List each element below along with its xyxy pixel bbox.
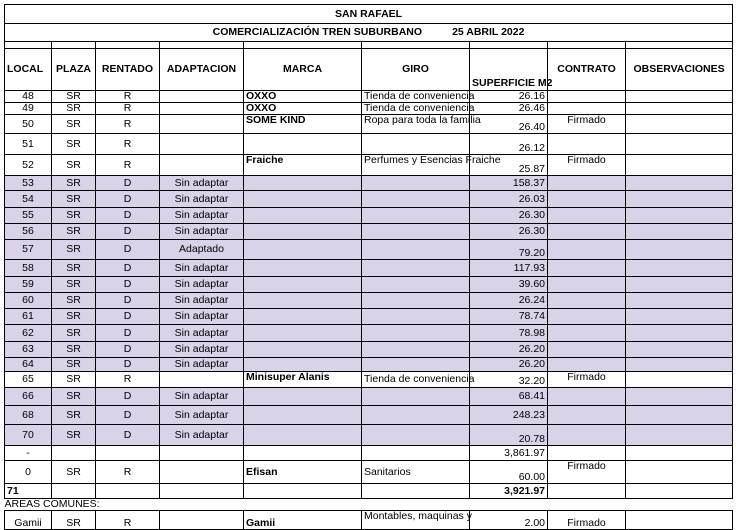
cell-marca: Gamii: [244, 511, 362, 530]
cell-superficie: 158.37: [470, 176, 548, 191]
cell-giro: [362, 208, 470, 224]
cell-empty: [362, 484, 470, 499]
cell-local: Gamii: [5, 511, 52, 530]
cell-marca: [244, 406, 362, 425]
cell-marca: [244, 293, 362, 309]
cell-plaza: SR: [52, 260, 96, 277]
cell-contrato: [548, 342, 626, 358]
cell-adaptacion: Sin adaptar: [160, 425, 244, 446]
cell-observaciones: [626, 325, 733, 342]
table-row: [5, 309, 733, 325]
cell-giro: Sanitarios: [362, 461, 470, 484]
header-observaciones: OBSERVACIONES: [626, 49, 733, 91]
areas-comunes-row: [5, 499, 733, 511]
cell-local: 55: [5, 208, 52, 224]
cell-adaptacion: Sin adaptar: [160, 208, 244, 224]
cell-observaciones: [626, 103, 733, 115]
cell-observaciones: [626, 155, 733, 176]
cell-marca: [244, 342, 362, 358]
header-giro: GIRO: [362, 49, 470, 91]
cell-giro: [362, 388, 470, 406]
cell-empty: [96, 446, 160, 461]
cell-giro: [362, 342, 470, 358]
header-contrato: CONTRATO: [548, 49, 626, 91]
cell-plaza: SR: [52, 388, 96, 406]
cell-rentado: D: [96, 277, 160, 293]
cell-marca: OXXO: [244, 91, 362, 103]
cell-contrato: Firmado: [548, 511, 626, 530]
cell-adaptacion: [160, 511, 244, 530]
cell-local: -: [5, 446, 52, 461]
cell-plaza: SR: [52, 91, 96, 103]
cell-adaptacion: Sin adaptar: [160, 293, 244, 309]
cell-local: 49: [5, 103, 52, 115]
subtotal-superficie: 3,861.97: [470, 446, 548, 461]
cell-adaptacion: [160, 372, 244, 388]
cell-local: 0: [5, 461, 52, 484]
table-row: [5, 134, 733, 155]
cell-adaptacion: Sin adaptar: [160, 224, 244, 240]
table-row: [5, 425, 733, 446]
cell-adaptacion: Sin adaptar: [160, 191, 244, 208]
cell-local: 56: [5, 224, 52, 240]
cell-plaza: SR: [52, 176, 96, 191]
cell-observaciones: [626, 191, 733, 208]
cell-rentado: D: [96, 342, 160, 358]
cell-observaciones: [626, 277, 733, 293]
locales-table: [4, 4, 733, 530]
cell-local: 60: [5, 293, 52, 309]
cell-rentado: D: [96, 388, 160, 406]
cell-empty: [548, 446, 626, 461]
cell-giro: [362, 309, 470, 325]
cell-adaptacion: Sin adaptar: [160, 388, 244, 406]
cell-local: 59: [5, 277, 52, 293]
cell-plaza: SR: [52, 325, 96, 342]
header-marca: MARCA: [244, 49, 362, 91]
cell-plaza: SR: [52, 309, 96, 325]
cell-adaptacion: Sin adaptar: [160, 176, 244, 191]
cell-giro: [362, 191, 470, 208]
cell-contrato: [548, 134, 626, 155]
cell-marca: [244, 425, 362, 446]
cell-observaciones: [626, 293, 733, 309]
cell-empty: [362, 446, 470, 461]
cell-contrato: [548, 388, 626, 406]
cell-marca: [244, 388, 362, 406]
cell-giro: Tienda de conveniencia: [362, 372, 470, 388]
cell-giro: [362, 325, 470, 342]
cell-empty: [626, 484, 733, 499]
cell-giro: Perfumes y Esencias Fraiche: [362, 155, 470, 176]
table-row: [5, 176, 733, 191]
cell-marca: [244, 191, 362, 208]
cell-marca: [244, 134, 362, 155]
cell-giro: Montables, maquinas y: [362, 511, 470, 530]
cell-empty: [160, 484, 244, 499]
cell-empty: [96, 484, 160, 499]
cell-superficie: 117.93: [470, 260, 548, 277]
cell-local: 62: [5, 325, 52, 342]
cell-contrato: Firmado: [548, 115, 626, 134]
cell-local: 64: [5, 358, 52, 372]
cell-superficie: 78.98: [470, 325, 548, 342]
table-row: [5, 224, 733, 240]
table-row: [5, 91, 733, 103]
cell-marca: Minisuper Alanis: [244, 372, 362, 388]
cell-rentado: D: [96, 358, 160, 372]
sheet-title: SAN RAFAEL: [5, 5, 733, 24]
cell-marca: [244, 325, 362, 342]
table-row: [5, 325, 733, 342]
cell-empty: [244, 446, 362, 461]
cell-plaza: SR: [52, 240, 96, 260]
table-row: [5, 293, 733, 309]
cell-contrato: [548, 240, 626, 260]
cell-superficie: 20.78: [470, 425, 548, 446]
cell-local: 51: [5, 134, 52, 155]
cell-superficie: 26.30: [470, 224, 548, 240]
cell-marca: [244, 260, 362, 277]
table-row: [5, 511, 733, 530]
cell-superficie: 25.87: [470, 155, 548, 176]
cell-observaciones: [626, 406, 733, 425]
cell-rentado: R: [96, 103, 160, 115]
cell-plaza: SR: [52, 277, 96, 293]
table-row: [5, 208, 733, 224]
cell-plaza: SR: [52, 191, 96, 208]
cell-observaciones: [626, 461, 733, 484]
cell-plaza: SR: [52, 511, 96, 530]
table-row: [5, 406, 733, 425]
cell-giro: [362, 240, 470, 260]
cell-contrato: [548, 224, 626, 240]
areas-comunes-label: AREAS COMUNES:: [4, 498, 100, 510]
cell-observaciones: [626, 208, 733, 224]
cell-superficie: 78.74: [470, 309, 548, 325]
cell-rentado: D: [96, 293, 160, 309]
cell-plaza: SR: [52, 461, 96, 484]
header-local: LOCAL: [5, 49, 52, 91]
cell-superficie: 60.00: [470, 461, 548, 484]
cell-marca: [244, 277, 362, 293]
sheet-subtitle: [5, 24, 733, 42]
cell-giro: [362, 293, 470, 309]
cell-giro: [362, 425, 470, 446]
cell-contrato: [548, 277, 626, 293]
cell-contrato: Firmado: [548, 372, 626, 388]
table-row: [5, 372, 733, 388]
cell-contrato: [548, 191, 626, 208]
cell-contrato: [548, 425, 626, 446]
cell-adaptacion: Sin adaptar: [160, 358, 244, 372]
cell-contrato: Firmado: [548, 461, 626, 484]
cell-marca: OXXO: [244, 103, 362, 115]
cell-adaptacion: [160, 91, 244, 103]
cell-observaciones: [626, 176, 733, 191]
cell-contrato: [548, 325, 626, 342]
cell-superficie: 26.12: [470, 134, 548, 155]
cell-empty: [160, 446, 244, 461]
table-row: [5, 240, 733, 260]
cell-superficie: 26.24: [470, 293, 548, 309]
header-superficie: SUPERFICIE M2: [470, 49, 548, 91]
cell-local: 61: [5, 309, 52, 325]
cell-local: 68: [5, 406, 52, 425]
cell-superficie: 26.40: [470, 115, 548, 134]
cell-local: 70: [5, 425, 52, 446]
total-superficie: 3,921.97: [470, 484, 548, 499]
cell-contrato: [548, 293, 626, 309]
cell-adaptacion: Sin adaptar: [160, 309, 244, 325]
cell-rentado: D: [96, 309, 160, 325]
cell-observaciones: [626, 224, 733, 240]
cell-superficie: 248.23: [470, 406, 548, 425]
cell-contrato: [548, 103, 626, 115]
cell-rentado: R: [96, 511, 160, 530]
cell-superficie: 26.03: [470, 191, 548, 208]
cell-superficie: 79.20: [470, 240, 548, 260]
cell-local: 53: [5, 176, 52, 191]
cell-giro: [362, 260, 470, 277]
cell-marca: [244, 240, 362, 260]
header-plaza: PLAZA: [52, 49, 96, 91]
cell-rentado: D: [96, 176, 160, 191]
cell-observaciones: [626, 388, 733, 406]
table-row: [5, 191, 733, 208]
cell-contrato: [548, 176, 626, 191]
cell-observaciones: [626, 511, 733, 530]
cell-giro: Tienda de conveniencia: [362, 91, 470, 103]
cell-rentado: D: [96, 208, 160, 224]
cell-observaciones: [626, 358, 733, 372]
cell-marca: [244, 224, 362, 240]
total-row: [5, 484, 733, 499]
cell-empty: [52, 484, 96, 499]
cell-superficie: 32.20: [470, 372, 548, 388]
cell-plaza: SR: [52, 358, 96, 372]
cell-plaza: SR: [52, 406, 96, 425]
cell-contrato: [548, 309, 626, 325]
cell-rentado: D: [96, 224, 160, 240]
cell-observaciones: [626, 372, 733, 388]
cell-adaptacion: [160, 115, 244, 134]
spacer-row: [5, 42, 733, 49]
cell-plaza: SR: [52, 155, 96, 176]
cell-giro: [362, 358, 470, 372]
cell-rentado: D: [96, 191, 160, 208]
cell-adaptacion: [160, 461, 244, 484]
cell-observaciones: [626, 309, 733, 325]
cell-giro: [362, 406, 470, 425]
table-row: [5, 388, 733, 406]
cell-local: 48: [5, 91, 52, 103]
cell-contrato: [548, 406, 626, 425]
cell-marca: Efisan: [244, 461, 362, 484]
cell-adaptacion: Sin adaptar: [160, 406, 244, 425]
cell-giro: Tienda de conveniencia: [362, 103, 470, 115]
cell-giro: [362, 224, 470, 240]
cell-rentado: R: [96, 115, 160, 134]
cell-marca: SOME KIND: [244, 115, 362, 134]
cell-giro: [362, 176, 470, 191]
cell-plaza: SR: [52, 103, 96, 115]
cell-rentado: R: [96, 155, 160, 176]
cell-superficie: 2.00: [470, 511, 548, 530]
cell-plaza: SR: [52, 115, 96, 134]
cell-local: 65: [5, 372, 52, 388]
cell-observaciones: [626, 115, 733, 134]
cell-adaptacion: Sin adaptar: [160, 277, 244, 293]
cell-adaptacion: [160, 103, 244, 115]
cell-plaza: SR: [52, 134, 96, 155]
cell-local: 63: [5, 342, 52, 358]
table-row: [5, 260, 733, 277]
header-row: [5, 49, 733, 91]
cell-observaciones: [626, 425, 733, 446]
cell-marca: Fraiche: [244, 155, 362, 176]
cell-local: 54: [5, 191, 52, 208]
cell-rentado: D: [96, 325, 160, 342]
cell-rentado: D: [96, 425, 160, 446]
cell-giro: [362, 277, 470, 293]
cell-adaptacion: Adaptado: [160, 240, 244, 260]
table-row: [5, 155, 733, 176]
cell-local: 58: [5, 260, 52, 277]
cell-superficie: 68.41: [470, 388, 548, 406]
cell-local: 66: [5, 388, 52, 406]
cell-giro: Ropa para toda la familia: [362, 115, 470, 134]
cell-plaza: SR: [52, 224, 96, 240]
cell-observaciones: [626, 342, 733, 358]
cell-marca: [244, 208, 362, 224]
cell-plaza: SR: [52, 372, 96, 388]
cell-marca: [244, 176, 362, 191]
table-row: [5, 103, 733, 115]
cell-rentado: R: [96, 91, 160, 103]
cell-superficie: 26.20: [470, 342, 548, 358]
cell-contrato: [548, 358, 626, 372]
cell-observaciones: [626, 134, 733, 155]
cell-superficie: 26.20: [470, 358, 548, 372]
cell-superficie: 26.16: [470, 91, 548, 103]
cell-contrato: [548, 208, 626, 224]
cell-contrato: [548, 91, 626, 103]
header-adaptacion: ADAPTACION: [160, 49, 244, 91]
cell-observaciones: [626, 91, 733, 103]
cell-empty: [52, 446, 96, 461]
subtitle-text: COMERCIALIZACIÓN TREN SUBURBANO: [212, 26, 423, 38]
cell-plaza: SR: [52, 208, 96, 224]
cell-observaciones: [626, 260, 733, 277]
table-row: [5, 342, 733, 358]
subtotal-row: [5, 446, 733, 461]
cell-local: 57: [5, 240, 52, 260]
table-row: [5, 115, 733, 134]
cell-superficie: 39.60: [470, 277, 548, 293]
cell-marca: [244, 358, 362, 372]
cell-marca: [244, 309, 362, 325]
cell-plaza: SR: [52, 293, 96, 309]
cell-contrato: [548, 260, 626, 277]
cell-plaza: SR: [52, 342, 96, 358]
total-local: 71: [5, 484, 52, 499]
cell-rentado: R: [96, 134, 160, 155]
cell-rentado: D: [96, 406, 160, 425]
table-row: [5, 461, 733, 484]
cell-giro: [362, 134, 470, 155]
report-date: 25 ABRIL 2022: [452, 26, 525, 38]
cell-local: 52: [5, 155, 52, 176]
cell-adaptacion: Sin adaptar: [160, 325, 244, 342]
cell-empty: [626, 446, 733, 461]
cell-rentado: D: [96, 240, 160, 260]
cell-rentado: R: [96, 461, 160, 484]
cell-adaptacion: [160, 134, 244, 155]
header-rentado: RENTADO: [96, 49, 160, 91]
cell-rentado: R: [96, 372, 160, 388]
table-row: [5, 358, 733, 372]
cell-adaptacion: Sin adaptar: [160, 342, 244, 358]
cell-contrato: Firmado: [548, 155, 626, 176]
cell-adaptacion: [160, 155, 244, 176]
cell-observaciones: [626, 240, 733, 260]
cell-superficie: 26.30: [470, 208, 548, 224]
cell-plaza: SR: [52, 425, 96, 446]
cell-superficie: 26.46: [470, 103, 548, 115]
cell-empty: [244, 484, 362, 499]
table-row: [5, 277, 733, 293]
cell-rentado: D: [96, 260, 160, 277]
cell-empty: [548, 484, 626, 499]
cell-local: 50: [5, 115, 52, 134]
cell-adaptacion: Sin adaptar: [160, 260, 244, 277]
